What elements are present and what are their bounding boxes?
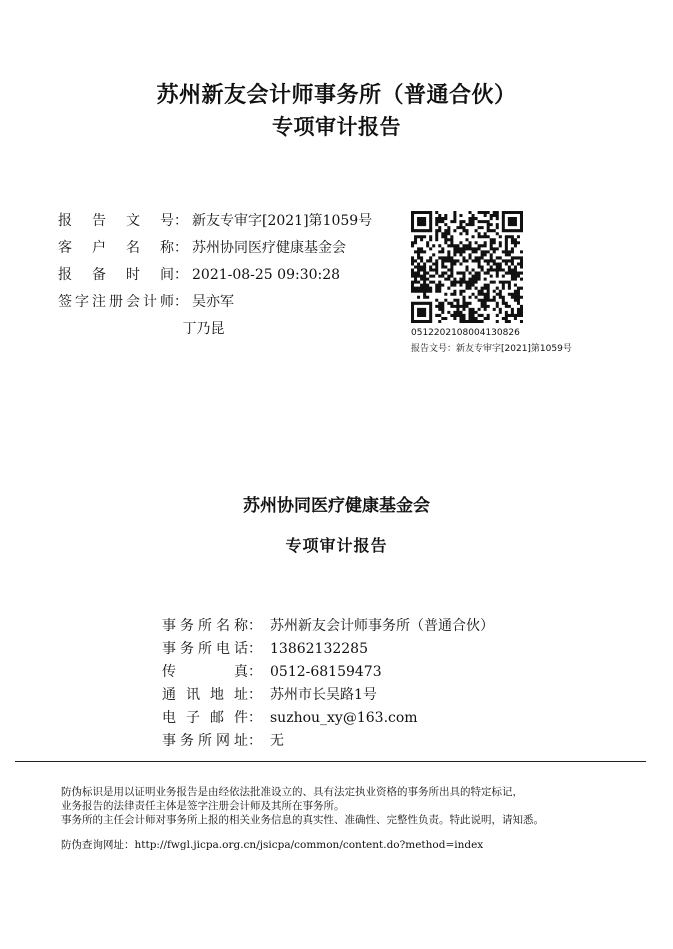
report-info-row: 客户名称： 苏州协同医疗健康基金会: [58, 237, 346, 257]
report-info-label: 客户名称: [58, 240, 174, 256]
firm-info-row: 事务所电话： 13862132285: [162, 638, 368, 658]
footer-notice-line: 事务所的主任会计师对事务所上报的相关业务信息的真实性、准确性、完整性负责。特此说明，请知悉。: [61, 814, 544, 826]
qr-modules: [411, 211, 523, 323]
firm-info-label: 通讯地址: [162, 687, 248, 703]
report-info-label: 报备时间: [58, 267, 174, 283]
report-info-value: 吴亦军: [192, 294, 234, 310]
firm-info-label: 传真: [162, 664, 248, 680]
firm-info-label: 事务所网址: [162, 733, 248, 749]
client-report-title: 专项审计报告: [285, 536, 388, 555]
report-info-row: 报备时间： 2021-08-25 09:30:28: [58, 264, 340, 284]
firm-info-value: 13862132285: [270, 641, 368, 657]
firm-info-label: 电子邮件: [162, 710, 248, 726]
firm-info-value: 苏州市长吴路1号: [270, 687, 377, 703]
report-info-row: 报告文号： 新友专审字[2021]第1059号: [58, 210, 372, 230]
report-info-value: 苏州协同医疗健康基金会: [192, 240, 346, 256]
firm-info-value: 0512-68159473: [270, 664, 382, 680]
anti-counterfeit-query: [61, 838, 483, 852]
footer-notice-line: 业务报告的法律责任主体是签字注册会计师及其所在事务所。: [61, 800, 345, 812]
qr-code-block: [411, 211, 523, 327]
qr-code-number: 0512202108004130826: [411, 328, 520, 338]
client-name-title: 苏州协同医疗健康基金会: [243, 496, 430, 516]
firm-info-row: 事务所名称： 苏州新友会计师事务所（普通合伙）: [162, 615, 494, 635]
firm-info-label: 事务所名称: [162, 618, 248, 634]
report-heading: 专项审计报告: [272, 115, 401, 139]
firm-info-value: suzhou_xy@163.com: [270, 710, 418, 726]
report-info-label: 报告文号: [58, 213, 174, 229]
firm-title: 苏州新友会计师事务所（普通合伙）: [156, 83, 517, 108]
firm-info-row: 通讯地址： 苏州市长吴路1号: [162, 684, 377, 704]
report-info-row: 签字注册会计师： 吴亦军: [58, 291, 234, 311]
firm-info-row: 事务所网址： 无: [162, 730, 284, 750]
report-info-row: [58, 318, 224, 338]
firm-info-label: 事务所电话: [162, 641, 248, 657]
report-info-value: 2021-08-25 09:30:28: [192, 267, 341, 283]
firm-info-value: 无: [270, 733, 284, 749]
query-url-link[interactable]: http://fwgl.jicpa.org.cn/jsicpa/common/content.do?method=index: [134, 839, 484, 851]
qr-code-image: [411, 211, 523, 323]
qr-caption: 报告文号：新友专审字[2021]第1059号: [411, 344, 572, 354]
firm-info-value: 苏州新友会计师事务所（普通合伙）: [270, 618, 494, 634]
firm-info-row: 电子邮件： suzhou_xy@163.com: [162, 707, 418, 727]
report-info-value: 丁乃昆: [182, 321, 225, 337]
footer-notice-line: 防伪标识是用以证明业务报告是由经依法批准设立的、具有法定执业资格的事务所出具的特定标记，: [61, 786, 523, 798]
query-label: 防伪查询网址：: [61, 839, 135, 851]
report-info-label: 签字注册会计师: [58, 294, 174, 310]
report-info-value: 新友专审字[2021]第1059号: [192, 213, 373, 229]
firm-info-row: 传真： 0512-68159473: [162, 661, 382, 681]
footer-divider: [15, 761, 646, 762]
